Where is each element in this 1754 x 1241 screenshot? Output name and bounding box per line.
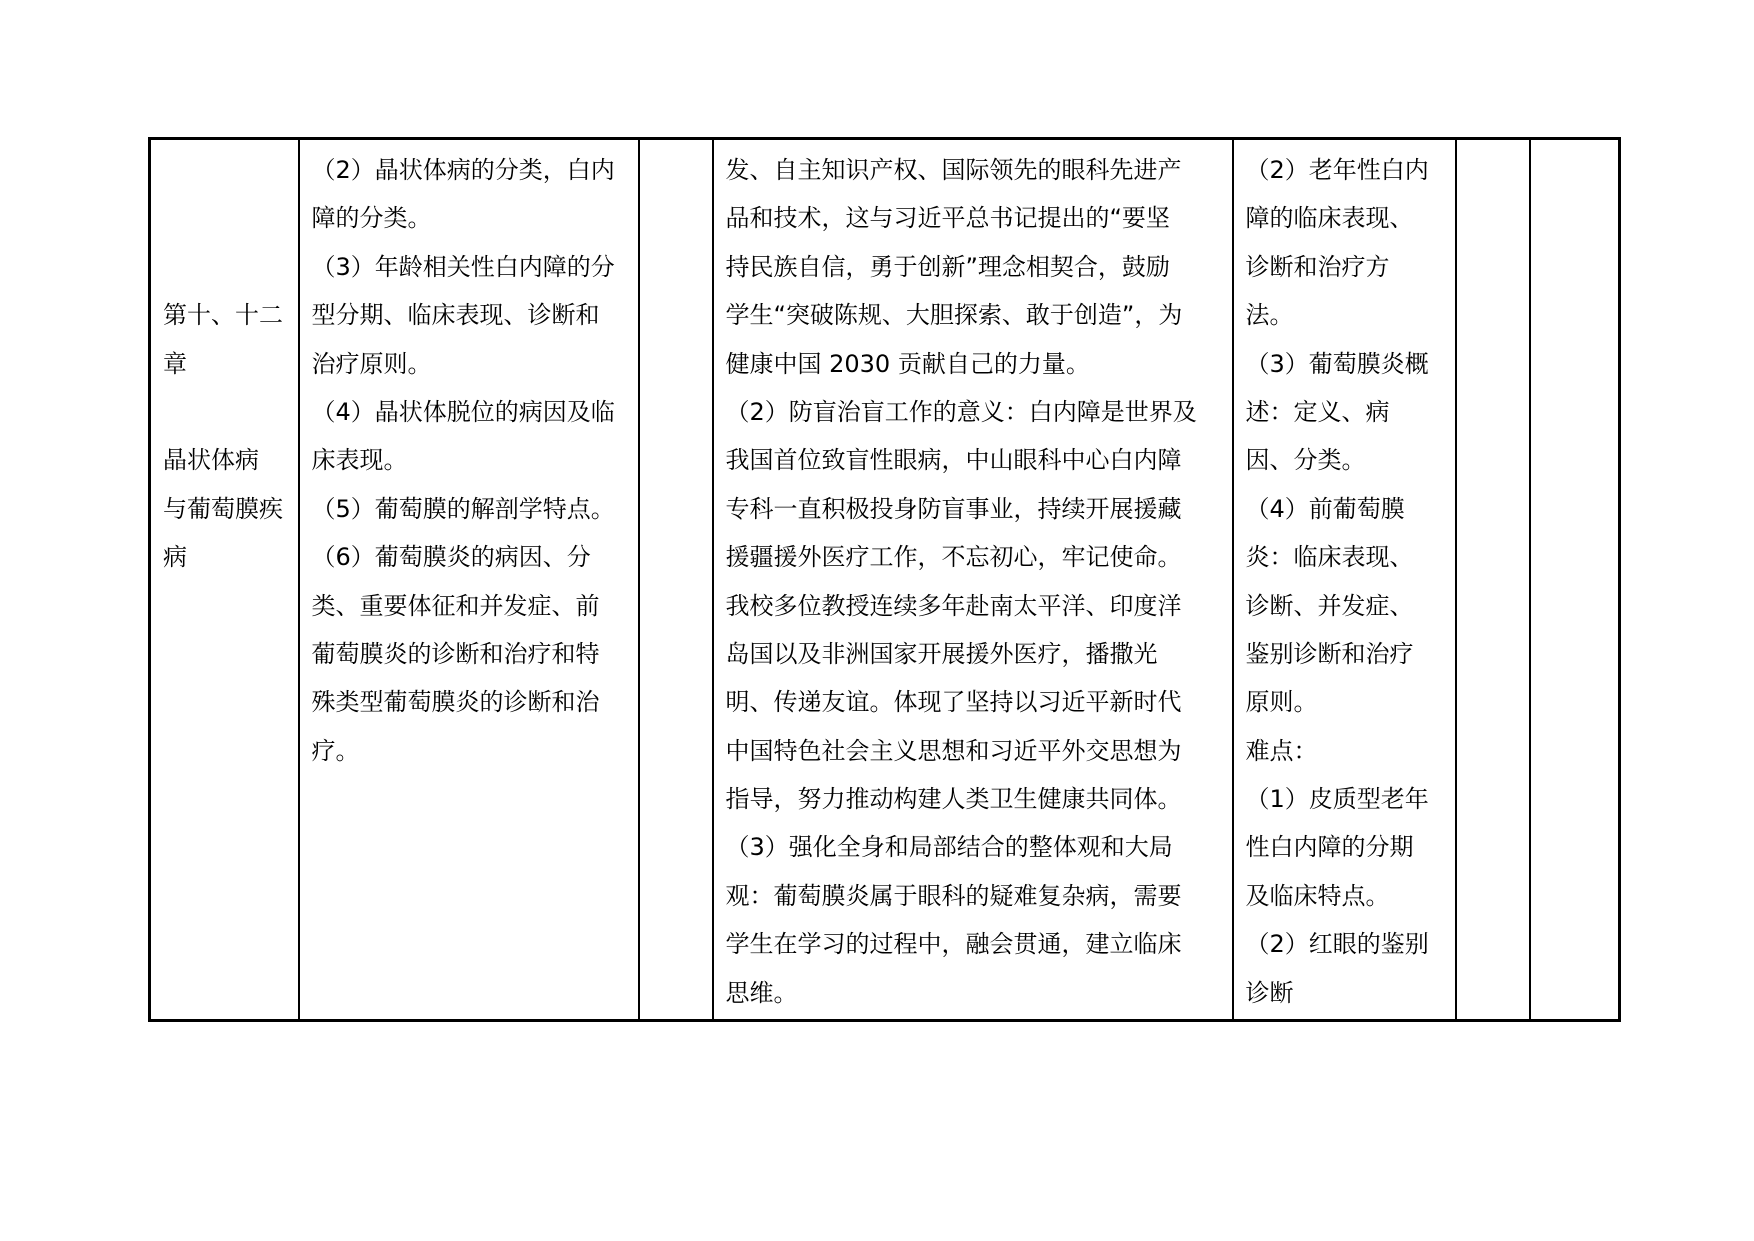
text-line: （2）老年性白内 <box>1245 156 1429 184</box>
text-line: 述：定义、病 <box>1245 397 1390 426</box>
empty-cell-3 <box>639 139 713 1021</box>
empty-cell-6 <box>1456 139 1530 1021</box>
text-line <box>163 388 298 436</box>
text-line: 发、自主知识产权、国际领先的眼科先进产 <box>725 156 1182 184</box>
table-row <box>150 139 1620 1021</box>
text-line: 疗。 <box>311 736 360 765</box>
text-line: 及临床特点。 <box>1245 881 1390 910</box>
text-line: 诊断 <box>1245 978 1294 1007</box>
text-line: 我校多位教授连续多年赴南太平洋、印度洋 <box>725 591 1182 620</box>
text-line: 健康中国 2030 贡献自己的力量。 <box>725 349 1090 378</box>
text-line: 学生在学习的过程中，融会贯通，建立临床 <box>725 930 1182 959</box>
text-line: 床表现。 <box>311 446 408 475</box>
text-line: （4）前葡萄膜 <box>1245 494 1405 523</box>
text-line: 观：葡萄膜炎属于眼科的疑难复杂病，需要 <box>725 881 1182 910</box>
text-line: 我国首位致盲性眼病，中山眼科中心白内障 <box>725 446 1182 475</box>
text-line <box>163 194 298 242</box>
teaching-content-lines <box>312 146 638 775</box>
text-line: 法。 <box>1245 301 1294 330</box>
text-line: （5）葡萄膜的解剖学特点。 <box>311 494 615 523</box>
syllabus-table <box>148 137 1621 1022</box>
text-line: （3）葡萄膜炎概 <box>1245 349 1429 378</box>
text-line: （3）强化全身和局部结合的整体观和大局 <box>725 833 1173 862</box>
text-line: 第十、十二 <box>163 301 283 330</box>
text-line: 障的分类。 <box>311 204 432 233</box>
ideology-content-cell <box>713 139 1233 1021</box>
text-line: （2）防盲治盲工作的意义：白内障是世界及 <box>725 397 1197 426</box>
text-line: 型分期、临床表现、诊断和 <box>311 301 600 330</box>
text-line: 品和技术，这与习近平总书记提出的“要坚 <box>725 204 1170 233</box>
chapter-title-lines <box>163 146 298 582</box>
text-line: 殊类型葡萄膜炎的诊断和治 <box>311 688 600 717</box>
teaching-content-cell <box>299 139 639 1021</box>
text-line: 援疆援外医疗工作，不忘初心，牢记使命。 <box>725 543 1182 572</box>
text-line: （3）年龄相关性白内障的分 <box>311 252 615 281</box>
text-line: 原则。 <box>1245 688 1318 717</box>
ideology-content-lines <box>726 146 1232 1017</box>
text-line: 晶状体病 <box>163 446 259 475</box>
text-line: 葡萄膜炎的诊断和治疗和特 <box>311 639 600 668</box>
text-line: （4）晶状体脱位的病因及临 <box>311 397 615 426</box>
text-line: 中国特色社会主义思想和习近平外交思想为 <box>725 736 1182 765</box>
text-line: （2）晶状体病的分类，白内 <box>311 156 615 184</box>
text-line: 岛国以及非洲国家开展援外医疗，播撒光 <box>725 639 1158 668</box>
text-line <box>163 146 298 194</box>
text-line: 治疗原则。 <box>311 349 432 378</box>
text-line: 持民族自信，勇于创新”理念相契合，鼓励 <box>725 252 1170 281</box>
text-line: （2）红眼的鉴别 <box>1245 930 1429 959</box>
text-line: 因、分类。 <box>1245 446 1366 475</box>
key-points-cell <box>1233 139 1456 1021</box>
text-line: 诊断、并发症、 <box>1245 591 1414 620</box>
text-line <box>163 243 298 291</box>
text-line: 明、传递友谊。体现了坚持以习近平新时代 <box>725 688 1182 717</box>
text-line: 思维。 <box>725 978 798 1007</box>
text-line: 章 <box>163 349 187 378</box>
text-line: 类、重要体征和并发症、前 <box>311 591 600 620</box>
key-points-lines <box>1246 146 1455 1017</box>
text-line: 障的临床表现、 <box>1245 204 1414 233</box>
text-line: 专科一直积极投身防盲事业，持续开展援藏 <box>725 494 1182 523</box>
text-line: 鉴别诊断和治疗 <box>1245 639 1414 668</box>
text-line: 与葡萄膜疾 <box>163 494 283 523</box>
text-line: 诊断和治疗方 <box>1245 252 1390 281</box>
text-line: 指导，努力推动构建人类卫生健康共同体。 <box>725 785 1182 814</box>
text-line: 学生“突破陈规、大胆探索、敢于创造”，为 <box>725 301 1183 330</box>
text-line: 炎：临床表现、 <box>1245 543 1414 572</box>
text-line: 难点： <box>1245 736 1318 765</box>
text-line: 性白内障的分期 <box>1245 833 1414 862</box>
chapter-title-cell <box>150 139 299 1021</box>
empty-cell-7 <box>1530 139 1620 1021</box>
text-line: 病 <box>163 543 187 572</box>
text-line: （6）葡萄膜炎的病因、分 <box>311 543 591 572</box>
text-line: （1）皮质型老年 <box>1245 785 1429 814</box>
